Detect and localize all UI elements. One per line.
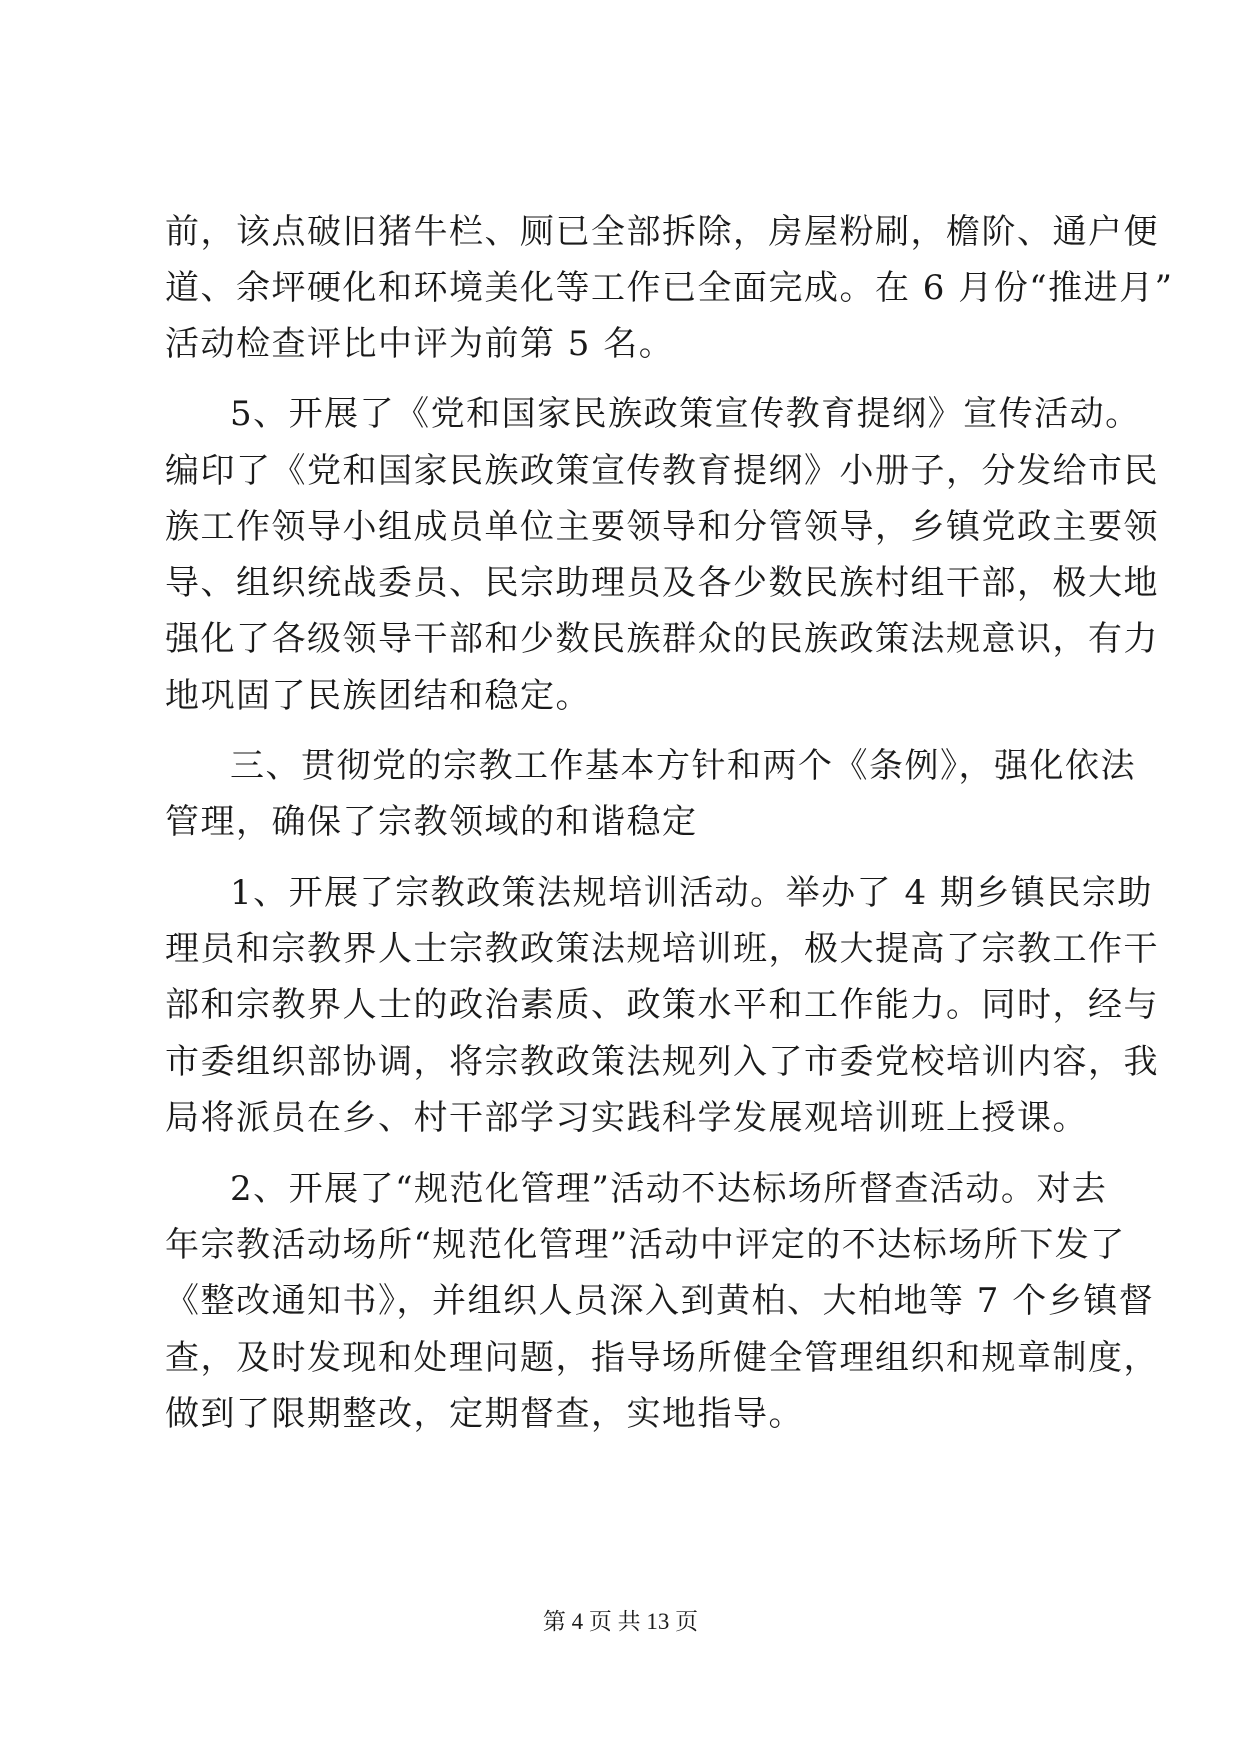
text-line: 地巩固了民族团结和稳定。 xyxy=(165,676,591,716)
text-line: 市委组织部协调，将宗教政策法规列入了市委党校培训内容，我 xyxy=(165,1042,1159,1082)
text-line: 编印了《党和国家民族政策宣传教育提纲》小册子，分发给市民 xyxy=(165,451,1159,491)
paragraph-first-line: 5、开展了《党和国家民族政策宣传教育提纲》宣传活动。 xyxy=(230,394,1141,434)
text-line: 强化了各级领导干部和少数民族群众的民族政策法规意识，有力 xyxy=(165,619,1159,659)
text-line: 查，及时发现和处理问题，指导场所健全管理组织和规章制度， xyxy=(165,1338,1159,1378)
section-heading-cont: 管理，确保了宗教领域的和谐稳定 xyxy=(165,802,698,842)
text-line: 部和宗教界人士的政治素质、政策水平和工作能力。同时，经与 xyxy=(165,985,1159,1025)
text-line: 族工作领导小组成员单位主要领导和分管领导，乡镇党政主要领 xyxy=(165,507,1159,547)
text-line: 前，该点破旧猪牛栏、厕已全部拆除，房屋粉刷，檐阶、通户便 xyxy=(165,212,1159,252)
text-line: 局将派员在乡、村干部学习实践科学发展观培训班上授课。 xyxy=(165,1098,1088,1138)
text-line: 道、余坪硬化和环境美化等工作已全面完成。在 6 月份“推进月” xyxy=(165,268,1174,308)
paragraph-first-line: 2、开展了“规范化管理”活动不达标场所督查活动。对去 xyxy=(230,1169,1108,1209)
page-number-footer: 第 4 页 共 13 页 xyxy=(542,1609,699,1634)
paragraph-first-line: 1、开展了宗教政策法规培训活动。举办了 4 期乡镇民宗助 xyxy=(230,873,1153,913)
section-heading: 三、贯彻党的宗教工作基本方针和两个《条例》，强化依法 xyxy=(230,746,1136,786)
text-line: 做到了限期整改，定期督查，实地指导。 xyxy=(165,1394,804,1434)
text-line: 年宗教活动场所“规范化管理”活动中评定的不达标场所下发了 xyxy=(165,1225,1126,1265)
text-line: 导、组织统战委员、民宗助理员及各少数民族村组干部，极大地 xyxy=(165,563,1159,603)
text-line: 活动检查评比中评为前第 5 名。 xyxy=(165,324,675,364)
text-line: 理员和宗教界人士宗教政策法规培训班，极大提高了宗教工作干 xyxy=(165,929,1159,969)
text-line: 《整改通知书》，并组织人员深入到黄柏、大柏地等 7 个乡镇督 xyxy=(165,1281,1155,1321)
